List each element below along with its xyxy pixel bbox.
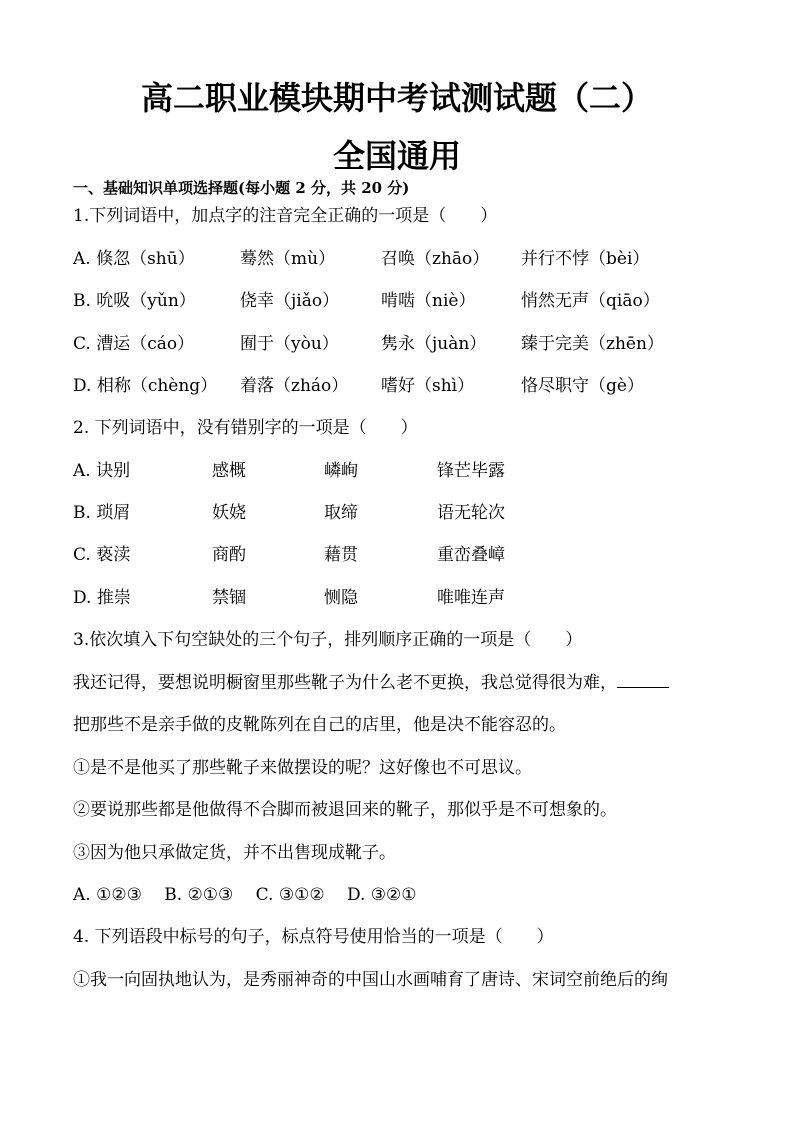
question-2-stem: 2. 下列词语中，没有错别字的一项是（ ） xyxy=(73,418,418,438)
q2-option-c-2: 商酌 xyxy=(212,545,246,565)
q1-option-d-3: 嗜好（shì） xyxy=(381,376,475,396)
question-3-stem: 3.依次填入下句空缺处的三个句子，排列顺序正确的一项是（ ） xyxy=(73,630,583,650)
passage-text: 我还记得，要想说明橱窗里那些靴子为什么老不更换，我总觉得很为难， xyxy=(73,673,617,693)
q1-option-c-2: 囿于（yòu） xyxy=(240,334,339,354)
q2-option-b-4: 语无轮次 xyxy=(437,503,505,523)
q2-option-d-3: 恻隐 xyxy=(324,588,358,608)
q2-option-d-4: 唯唯连声 xyxy=(437,588,505,608)
q2-option-a-2: 感概 xyxy=(212,461,246,481)
q1-option-d-2: 着落（zháo） xyxy=(240,376,349,396)
q1-option-b-1: B. 吮吸（yǔn） xyxy=(73,291,196,311)
q1-option-c-4: 臻于完美（zhēn） xyxy=(521,334,664,354)
q1-option-c-1: C. 漕运（cáo） xyxy=(73,334,195,354)
q1-option-a-3: 召唤（zhāo） xyxy=(381,249,490,269)
q2-option-a-1: A. 诀别 xyxy=(73,461,131,481)
question-3-sentence-3: ③因为他只承做定货，并不出售现成靴子。 xyxy=(73,843,396,863)
question-3-sentence-2: ②要说那些都是他做得不合脚而被退回来的靴子，那似乎是不可想象的。 xyxy=(73,800,617,820)
question-1-stem: 1.下列词语中，加点字的注音完全正确的一项是（ ） xyxy=(73,206,498,226)
q1-option-b-4: 悄然无声（qiāo） xyxy=(521,291,660,311)
question-3-sentence-1: ①是不是他买了那些靴子来做摆设的呢？这好像也不可思议。 xyxy=(73,758,532,778)
question-3-passage-2: 把那些不是亲手做的皮靴陈列在自己的店里，他是决不能容忍的。 xyxy=(73,715,566,735)
q1-option-a-1: A. 倏忽（shū） xyxy=(73,249,195,269)
q2-option-a-3: 嶙峋 xyxy=(324,461,358,481)
q2-option-d-1: D. 推崇 xyxy=(73,588,131,608)
q2-option-c-4: 重峦叠嶂 xyxy=(437,545,505,565)
question-3-options: A. ①②③ B. ②①③ C. ③①② D. ③②① xyxy=(73,885,417,905)
q1-option-b-2: 侥幸（jiǎo） xyxy=(240,291,340,311)
section-heading: 一、基础知识单项选择题(每小题 2 分，共 20 分) xyxy=(73,179,410,197)
q1-option-d-1: D. 相称（chèng） xyxy=(73,376,218,396)
q2-option-a-4: 锋芒毕露 xyxy=(437,461,505,481)
q2-option-b-2: 妖娆 xyxy=(212,503,246,523)
q1-option-a-4: 并行不悖（bèi） xyxy=(521,249,650,269)
q2-option-b-3: 取缔 xyxy=(324,503,358,523)
q1-option-b-3: 啃啮（niè） xyxy=(381,291,476,311)
q2-option-d-2: 禁锢 xyxy=(212,588,246,608)
q1-option-c-3: 隽永（juàn） xyxy=(381,334,487,354)
q1-option-d-4: 恪尽职守（gè） xyxy=(521,376,644,396)
page-title: 高二职业模块期中考试测试题（二） xyxy=(140,79,653,117)
q1-option-a-2: 蓦然（mù） xyxy=(240,249,336,269)
question-3-passage-1 xyxy=(73,671,669,695)
page-subtitle: 全国通用 xyxy=(332,137,461,175)
fill-in-blank xyxy=(617,671,669,688)
q2-option-c-3: 藉贯 xyxy=(324,545,358,565)
q2-option-b-1: B. 琐屑 xyxy=(73,503,131,523)
question-4-stem: 4. 下列语段中标号的句子，标点符号使用恰当的一项是（ ） xyxy=(73,927,554,947)
question-4-sentence-1: ①我一向固执地认为，是秀丽神奇的中国山水画哺育了唐诗、宋词空前绝后的绚 xyxy=(73,970,668,990)
q2-option-c-1: C. 亵渎 xyxy=(73,545,131,565)
